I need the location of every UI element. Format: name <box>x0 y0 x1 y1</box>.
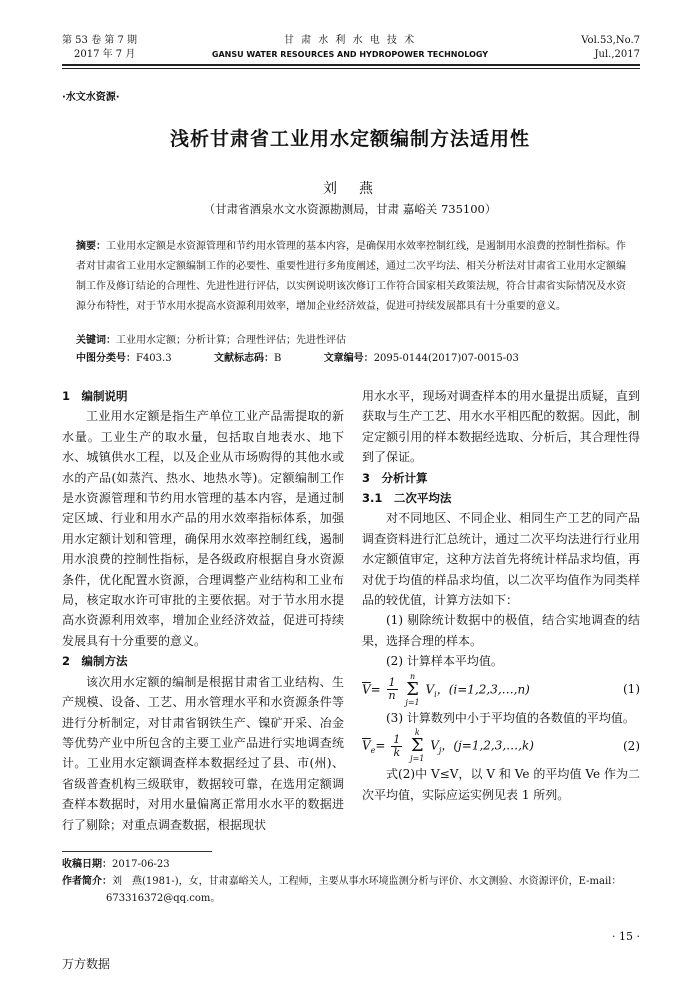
watermark-text: 万方数据 <box>62 957 111 971</box>
section-1-paragraph: 工业用水定额是指生产单位工业产品需提取的新水量。工业生产的取水量，包括取自地表水、地下水、城镇供水工程，以及企业从市场购得的其他水或水的产品(如蒸汽、热水、地热水等)。定额编制工作是水资源管理和节约用水管理的基本内容，是通过制定区域、行业和用水产品的用水效率指标体系，加强用水定额计划和管理，确保用水效率控制红线，遏制用水浪费的控制性指标，是各级政府根据自身水资源条件，优化配置水资源，合理调整产业结构和工业布局，核定取水许可审批的主要依据。对于节水用水提高水资源利用效率，增加企业经济效益，促进可持续发展具有十分重要的意义。 <box>62 409 344 648</box>
eq2-body: V <box>430 738 439 753</box>
section-3-1-paragraph: 对不同地区、不同企业、相同生产工艺的同产品调查资料进行汇总统计，通过二次平均法进行行业用水定额值审定，这种方法首先将统计样品求均值，再对优于均值的样品求均值，以二次平均值作为同类样品的较优值，计算方法如下： <box>362 511 640 608</box>
eq1-sum-top: n <box>409 671 416 681</box>
eq1-number: (1) <box>623 682 640 697</box>
keywords-text: 工业用水定额；分析计算；合理性评估；先进性评估 <box>116 335 346 346</box>
equation-note: 式(2)中 V≤V，以 V 和 Ve 的平均值 Ve 作为二次平均值，实际应运实例见表 1 所列。 <box>362 767 640 802</box>
received-label: 收稿日期： <box>62 859 112 870</box>
eq2-numerator: 1 <box>393 732 401 746</box>
step-1: (1) 剔除统计数据中的极值，结合实地调查的结果，选择合理的样本。 <box>362 613 640 648</box>
section-3-heading: 3 分析计算 <box>362 470 428 485</box>
article-no-value: 2095-0144(2017)07-0015-03 <box>373 353 519 364</box>
section-2-heading: 2 编制方法 <box>62 654 128 669</box>
eq2-number: (2) <box>623 738 640 753</box>
clc-label: 中图分类号： <box>76 353 136 364</box>
step-2: (2) 计算样本平均值。 <box>386 654 503 669</box>
received-date: 2017-06-23 <box>112 859 170 870</box>
section-3-1-heading: 3.1 二次平均法 <box>362 491 452 506</box>
eq1-denominator: n <box>388 689 396 703</box>
header-journal-en: GANSU WATER RESOURCES AND HYDROPOWER TECHNOLOGY <box>211 50 489 59</box>
left-column <box>62 386 344 835</box>
eq1-body: V <box>425 682 435 697</box>
doc-code-value: B <box>273 353 282 364</box>
footnote <box>62 856 640 907</box>
eq2-sum-top: k <box>414 728 420 738</box>
eq2-denominator: k <box>393 745 401 759</box>
author-name: 刘 燕 <box>323 181 377 197</box>
author-email: 673316372@qq.com。 <box>106 893 221 904</box>
article-title: 浅析甘肃省工业用水定额编制方法适用性 <box>169 128 530 150</box>
abstract <box>76 237 628 317</box>
header-rule <box>62 64 640 66</box>
section-2-continued: 用水水平，现场对调查样本的用水量提出质疑，直到获取与生产工艺、用水水平相匹配的数据。因此，制定定额引用的样本数据经选取、分析后，其合理性得到了保证。 <box>362 389 640 465</box>
abstract-label: 摘要： <box>76 241 106 252</box>
eq1-range: ，(i=1,2,3,…,n) <box>436 682 530 697</box>
header-journal-cn: 甘 肃 水 利 水 电 技 术 <box>283 35 417 46</box>
page-number: · 15 · <box>612 930 640 943</box>
eq2-sum-bottom: j=1 <box>410 754 425 764</box>
article-no-label: 文章编号： <box>323 353 374 364</box>
author-affiliation: （甘肃省酒泉水文水资源勘测局，甘肃 嘉峪关 735100） <box>203 202 497 216</box>
equation-1: $\overline{V}=$ $\frac{1}{n}$ n Σ j=1 $V_i$，(i=1,2,3,…,n) (1) <box>362 671 640 707</box>
abstract-text: 工业用水定额是水资源管理和节约用水管理的基本内容，是确保用水效率控制红线，是遏制用水浪费的控制性指标。作者对甘肃省工业用水定额编制工作的必要性、重要性进行多角度阐述，通过二次平均法、相关分析法对甘肃省工业用水定额编制工作及修订结论的合理性、先进性进行评估，以实例说明该次修订工作符合国家相关政策法规，符合甘肃省实际情况及水资源分布特性，对于节水用水提高水资源利用效率，增加企业经济效益，促进可持续发展都具有十分重要的意义。 <box>76 241 626 312</box>
eq1-numerator: 1 <box>388 676 396 690</box>
eq1-sum-bottom: j=1 <box>405 697 420 707</box>
header-date-en: Jul.,2017 <box>594 49 640 60</box>
classification-line <box>76 351 636 367</box>
header-volume: 第 53 卷 第 7 期 <box>62 35 137 46</box>
eq2-range: ，(j=1,2,3,…,k) <box>441 738 534 753</box>
doc-code-label: 文献标志码： <box>213 353 274 364</box>
section-1-heading: 1 编制说明 <box>62 389 128 403</box>
footnote-rule <box>62 851 212 852</box>
column-tag: ·水文水资源· <box>62 92 120 103</box>
bio-label: 作者简介： <box>62 876 112 887</box>
section-2-paragraph: 该次用水定额的编制是根据甘肃省工业结构、生产规模、设备、工艺、用水管理水平和水资源条件等进行分析制定，对甘肃省钢铁生产、镍矿开采、冶金等优势产业中所包含的主要工业产品进行实地调查统计。工业用水定额调查样本数据经过了县、市(州)、省级普查机构三级联审，数据较可靠，在选用定额调查样本数据时，对用水量偏离正常用水水平的数据进行了剔除；对重点调查数据，根据现状 <box>62 674 344 832</box>
clc-value: F403.3 <box>136 353 172 364</box>
eq2-lhs: $\overline{V}$ <box>362 738 371 753</box>
keywords-label: 关键词： <box>76 335 116 346</box>
header-volume-en: Vol.53,No.7 <box>581 35 640 46</box>
keywords <box>76 333 346 349</box>
header-rule-thin <box>62 68 640 69</box>
equation-2: $\overline{V}_e=$ $\frac{1}{k}$ k Σ j=1 $V_j$，(j=1,2,3,…,k) (2) <box>362 728 640 764</box>
header-date: 2017 年 7 月 <box>74 49 136 60</box>
bio-text: 刘 燕(1981-)，女，甘肃嘉峪关人，工程师，主要从事水环境监测分析与评价、水文测验、水资源评价，E-mail： <box>112 876 622 887</box>
step-3: (3) 计算数列中小于平均值的各数值的平均值。 <box>386 710 635 725</box>
eq1-lhs: $\overline{V}$ <box>362 682 371 697</box>
right-column <box>362 386 640 805</box>
